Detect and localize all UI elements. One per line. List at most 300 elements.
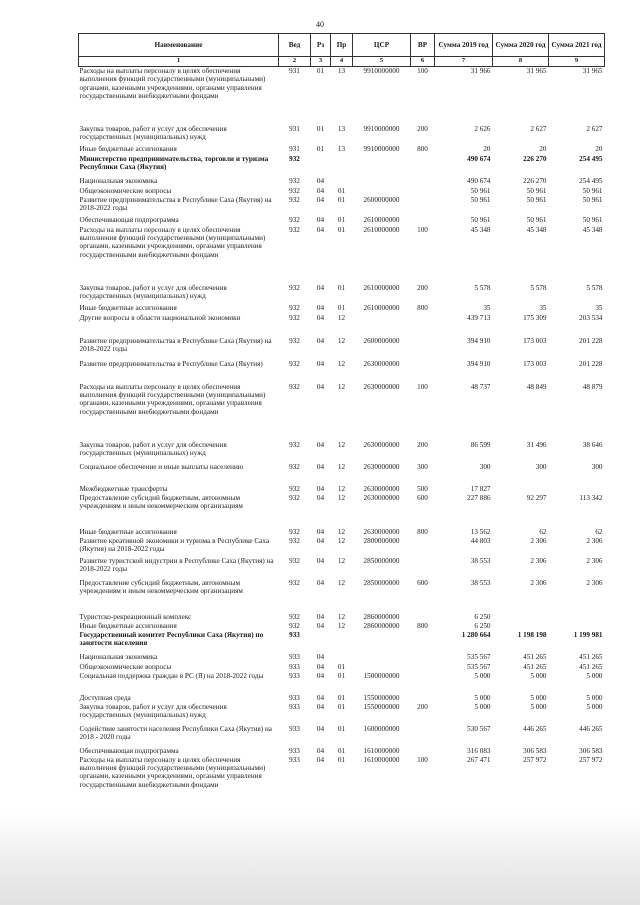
- row-vr-cell: [411, 653, 435, 663]
- row-ved-cell: 932: [289, 336, 300, 345]
- row-pr-cell: 01: [337, 225, 346, 234]
- row-sum-2019-cell: 5 000: [474, 671, 491, 680]
- header-name: Наименование: [79, 34, 279, 57]
- row-vr-cell: 100: [417, 382, 428, 391]
- column-number: 5: [353, 57, 411, 67]
- column-number: 6: [411, 57, 435, 67]
- row-name-cell: Предоставление субсидий бюджетным, автономным учреждениям и иным некоммерческим организациям: [79, 578, 243, 595]
- table-row: [79, 528, 605, 537]
- row-vr-cell: 500: [417, 484, 428, 493]
- row-csr-cell: 2860000000: [363, 612, 400, 621]
- table-column-numbers-row: [79, 57, 605, 67]
- row-ved-cell: 932: [289, 303, 300, 312]
- row-vr-cell: [411, 177, 435, 187]
- row-csr-cell: [353, 663, 411, 672]
- header-ved: Вед: [279, 34, 311, 57]
- row-name-cell: Министерство предпринимательства, торговли и туризма Республики Саха (Якутия): [79, 154, 269, 171]
- table-row: [79, 67, 605, 125]
- table-row: [79, 125, 605, 145]
- row-sum-2020-cell: [493, 485, 549, 494]
- row-vr-cell: [411, 747, 435, 756]
- row-sum-2019-cell: 490 674: [467, 154, 491, 163]
- row-pr-cell: 12: [337, 382, 346, 391]
- table-row: [79, 441, 605, 463]
- row-sum-2021-cell: 5 000: [586, 702, 603, 711]
- row-rz-cell: 04: [316, 693, 325, 702]
- row-csr-cell: 1600000000: [363, 724, 400, 733]
- row-vr-cell: 800: [417, 303, 428, 312]
- row-sum-2020-cell: 92 297: [526, 493, 547, 502]
- row-name-cell: Национальная экономика: [79, 176, 158, 185]
- column-number: 1: [79, 57, 279, 67]
- row-name-cell: Предоставление субсидий бюджетным, автономным учреждениям и иным некоммерческим организациям: [79, 493, 243, 510]
- row-sum-2021-cell: 62: [595, 527, 603, 536]
- row-pr-cell: 13: [337, 144, 346, 153]
- row-pr-cell: 01: [337, 671, 346, 680]
- row-ved-cell: 933: [289, 630, 300, 639]
- row-csr-cell: 2850000000: [363, 578, 400, 587]
- row-sum-2021-cell: 5 578: [586, 283, 603, 292]
- row-rz-cell: 04: [316, 176, 325, 185]
- table-row: [79, 145, 605, 155]
- row-sum-2020-cell: 31 965: [526, 67, 547, 75]
- header-rz: Рз: [311, 34, 331, 57]
- row-rz-cell: 04: [316, 225, 325, 234]
- table-row: [79, 383, 605, 441]
- table-row: [79, 284, 605, 304]
- row-sum-2021-cell: 35: [595, 303, 603, 312]
- row-ved-cell: 932: [289, 154, 300, 163]
- row-name-cell: Обеспечивающая подпрограмма: [79, 215, 179, 224]
- row-sum-2020-cell: 173 003: [523, 336, 547, 345]
- row-sum-2020-cell: 45 348: [526, 225, 547, 234]
- row-sum-2021-cell: 20: [595, 144, 603, 153]
- row-vr-cell: [411, 672, 435, 694]
- column-number: 7: [435, 57, 493, 67]
- row-sum-2019-cell: 535 567: [467, 652, 491, 661]
- row-vr-cell: [411, 631, 435, 653]
- column-number: 4: [331, 57, 353, 67]
- row-rz-cell: 01: [316, 124, 325, 133]
- row-csr-cell: 9910000000: [363, 124, 400, 133]
- row-sum-2020-cell: 2 306: [530, 578, 547, 587]
- row-rz-cell: 01: [316, 67, 325, 75]
- row-sum-2019-cell: 44 803: [470, 536, 491, 545]
- row-sum-2019-cell: 535 567: [467, 662, 491, 671]
- row-pr-cell: 12: [337, 612, 346, 621]
- row-sum-2021-cell: 201 228: [579, 336, 603, 345]
- row-sum-2019-cell: 530 567: [467, 724, 491, 733]
- row-sum-2020-cell: 451 265: [523, 652, 547, 661]
- row-sum-2021-cell: 300: [591, 462, 603, 471]
- row-rz-cell: [311, 631, 331, 653]
- table-row: [79, 314, 605, 337]
- row-csr-cell: 2610000000: [363, 283, 400, 292]
- row-sum-2020-cell: 50 961: [526, 195, 547, 204]
- row-ved-cell: 932: [289, 484, 300, 493]
- row-name-cell: Развитие туристской индустрии в Республике Саха (Якутия) на 2018-2022 годы: [79, 556, 274, 573]
- row-rz-cell: 04: [316, 536, 325, 545]
- row-rz-cell: 04: [316, 724, 325, 733]
- row-ved-cell: 932: [289, 612, 300, 621]
- row-name-cell: Социальное обеспечение и иные выплаты населению: [79, 462, 244, 471]
- row-rz-cell: 04: [316, 359, 325, 368]
- row-pr-cell: [331, 631, 353, 653]
- row-rz-cell: 04: [316, 484, 325, 493]
- row-rz-cell: 04: [316, 303, 325, 312]
- row-vr-cell: [411, 557, 435, 579]
- row-vr-cell: [411, 694, 435, 703]
- row-sum-2020-cell: 2 306: [530, 556, 547, 565]
- row-rz-cell: 04: [316, 746, 325, 755]
- row-rz-cell: 04: [316, 313, 325, 322]
- row-csr-cell: 1610000000: [363, 746, 400, 755]
- row-sum-2021-cell: 50 961: [582, 195, 603, 204]
- row-name-cell: Межбюджетные трансферты: [79, 484, 168, 493]
- row-sum-2020-cell: 35: [539, 303, 547, 312]
- row-sum-2020-cell: 446 265: [523, 724, 547, 733]
- row-sum-2019-cell: 50 961: [470, 186, 491, 195]
- table-row: [79, 304, 605, 314]
- row-csr-cell: 9910000000: [363, 67, 400, 75]
- row-rz-cell: 04: [316, 440, 325, 449]
- page-number: 40: [316, 20, 324, 29]
- row-sum-2020-cell: 173 003: [523, 359, 547, 368]
- budget-table: [78, 33, 605, 806]
- row-sum-2021-cell: 5 000: [586, 693, 603, 702]
- row-sum-2021-cell: 2 627: [586, 124, 603, 133]
- table-row: [79, 463, 605, 485]
- row-sum-2019-cell: 1 280 664: [461, 630, 491, 639]
- column-number: 2: [279, 57, 311, 67]
- row-vr-cell: 600: [417, 578, 428, 587]
- row-sum-2019-cell: 50 961: [470, 195, 491, 204]
- row-csr-cell: 2600000000: [363, 336, 400, 345]
- row-ved-cell: 933: [289, 724, 300, 733]
- row-sum-2019-cell: 6 250: [474, 621, 491, 630]
- row-name-cell: Развитие предпринимательства в Республике Саха (Якутия) на 2018-2022 годы: [79, 336, 272, 353]
- row-rz-cell: 04: [316, 702, 325, 711]
- row-sum-2019-cell: 5 000: [474, 693, 491, 702]
- row-sum-2019-cell: 13 562: [470, 527, 491, 536]
- row-csr-cell: 2610000000: [363, 215, 400, 224]
- row-sum-2020-cell: 50 961: [526, 215, 547, 224]
- row-name-cell: Общеэкономические вопросы: [79, 186, 172, 195]
- row-sum-2020-cell: 2 306: [530, 536, 547, 545]
- row-ved-cell: 932: [289, 195, 300, 204]
- row-pr-cell: 12: [337, 556, 346, 565]
- row-sum-2021-cell: 451 265: [579, 652, 603, 661]
- row-sum-2020-cell: 300: [535, 462, 547, 471]
- row-rz-cell: 04: [316, 612, 325, 621]
- row-sum-2019-cell: 38 553: [470, 578, 491, 587]
- row-sum-2021-cell: 446 265: [579, 724, 603, 733]
- row-ved-cell: 933: [289, 652, 300, 661]
- row-rz-cell: 04: [316, 578, 325, 587]
- row-ved-cell: 932: [289, 527, 300, 536]
- table-row: [79, 694, 605, 703]
- row-csr-cell: 2630000000: [363, 527, 400, 536]
- row-pr-cell: 01: [337, 186, 346, 195]
- row-pr-cell: 01: [337, 215, 346, 224]
- row-sum-2021-cell: [549, 613, 605, 622]
- row-pr-cell: 12: [337, 493, 346, 502]
- row-sum-2020-cell: 20: [539, 144, 547, 153]
- row-name-cell: Развитие предпринимательства в Республике Саха (Якутия) на 2018-2022 годы: [79, 195, 272, 212]
- header-sum-2021: Сумма 2021 год: [549, 34, 605, 57]
- row-pr-cell: 01: [337, 702, 346, 711]
- row-vr-cell: [411, 360, 435, 383]
- table-row: [79, 177, 605, 187]
- row-pr-cell: 01: [337, 755, 346, 764]
- row-rz-cell: 04: [316, 621, 325, 630]
- row-pr-cell: 01: [337, 693, 346, 702]
- row-rz-cell: 04: [316, 336, 325, 345]
- row-sum-2021-cell: 254 495: [579, 154, 603, 163]
- row-sum-2020-cell: 451 265: [523, 662, 547, 671]
- row-rz-cell: 04: [316, 755, 325, 764]
- row-sum-2021-cell: 203 534: [579, 313, 603, 322]
- row-name-cell: Расходы на выплаты персоналу в целях обеспечения выполнения функций государственными (муниципальными) органами, казенными учреждениями, органами управления государственными внебюджетными фондами: [79, 67, 266, 101]
- row-csr-cell: 1550000000: [363, 702, 400, 711]
- table-row: [79, 485, 605, 494]
- table-row: [79, 537, 605, 557]
- row-rz-cell: 04: [316, 671, 325, 680]
- row-sum-2021-cell: 1 199 981: [573, 630, 603, 639]
- table-row: [79, 337, 605, 360]
- table-row: [79, 557, 605, 579]
- row-sum-2019-cell: 267 471: [467, 755, 491, 764]
- row-pr-cell: [331, 177, 353, 187]
- table-row: [79, 653, 605, 663]
- row-rz-cell: 04: [316, 556, 325, 565]
- table-row: [79, 360, 605, 383]
- row-ved-cell: 932: [289, 556, 300, 565]
- row-sum-2019-cell: 394 910: [467, 359, 491, 368]
- row-name-cell: Национальная экономика: [79, 652, 158, 661]
- row-name-cell: Закупка товаров, работ и услуг для обеспечения государственных (муниципальных) нужд: [79, 124, 227, 141]
- row-pr-cell: 12: [337, 313, 346, 322]
- row-ved-cell: 933: [289, 702, 300, 711]
- table-row: [79, 613, 605, 622]
- row-sum-2021-cell: [549, 485, 605, 494]
- row-csr-cell: 1550000000: [363, 693, 400, 702]
- table-row: [79, 579, 605, 613]
- row-ved-cell: 932: [289, 493, 300, 502]
- row-sum-2019-cell: 17 827: [470, 484, 491, 493]
- row-sum-2019-cell: 38 553: [470, 556, 491, 565]
- row-vr-cell: 600: [417, 493, 428, 502]
- row-sum-2021-cell: [549, 622, 605, 631]
- row-ved-cell: 932: [289, 176, 300, 185]
- row-ved-cell: 932: [289, 359, 300, 368]
- row-csr-cell: 2630000000: [363, 440, 400, 449]
- row-pr-cell: 12: [337, 484, 346, 493]
- row-csr-cell: 2630000000: [363, 462, 400, 471]
- row-ved-cell: 932: [289, 313, 300, 322]
- row-csr-cell: 2630000000: [363, 484, 400, 493]
- table-row: [79, 756, 605, 806]
- row-ved-cell: 932: [289, 621, 300, 630]
- row-pr-cell: 01: [337, 283, 346, 292]
- row-sum-2019-cell: 86 599: [470, 440, 491, 449]
- row-vr-cell: 200: [417, 440, 428, 449]
- row-vr-cell: [411, 314, 435, 337]
- row-csr-cell: 2610000000: [363, 303, 400, 312]
- row-rz-cell: 04: [316, 283, 325, 292]
- row-sum-2021-cell: 31 965: [582, 67, 603, 75]
- row-sum-2021-cell: 113 342: [579, 493, 603, 502]
- row-sum-2021-cell: 2 306: [586, 556, 603, 565]
- row-name-cell: Обеспечивающая подпрограмма: [79, 746, 179, 755]
- row-ved-cell: 932: [289, 225, 300, 234]
- row-sum-2020-cell: 1 198 198: [517, 630, 547, 639]
- row-sum-2019-cell: 5 578: [474, 283, 491, 292]
- row-name-cell: Содействие занятости населения Республики Саха (Якутия) на 2018 - 2020 годы: [79, 724, 272, 741]
- row-name-cell: Расходы на выплаты персоналу в целях обеспечения выполнения функций государственными (муниципальными) органами, казенными учреждениями, органами управления государственными внебюджетными фондами: [79, 225, 266, 259]
- column-number: 3: [311, 57, 331, 67]
- row-sum-2021-cell: 38 646: [582, 440, 603, 449]
- row-pr-cell: 13: [337, 67, 346, 75]
- row-sum-2019-cell: 316 083: [467, 746, 491, 755]
- row-vr-cell: [411, 196, 435, 216]
- row-sum-2021-cell: 306 583: [579, 746, 603, 755]
- row-pr-cell: 01: [337, 303, 346, 312]
- row-csr-cell: 2850000000: [363, 556, 400, 565]
- row-vr-cell: 100: [417, 225, 428, 234]
- row-rz-cell: 01: [316, 144, 325, 153]
- row-name-cell: Иные бюджетные ассигнования: [79, 303, 177, 312]
- row-vr-cell: [411, 155, 435, 177]
- row-ved-cell: 933: [289, 746, 300, 755]
- row-csr-cell: 1610000000: [363, 755, 400, 764]
- row-vr-cell: [411, 216, 435, 226]
- row-csr-cell: 2860000000: [363, 621, 400, 630]
- row-pr-cell: 01: [337, 195, 346, 204]
- row-rz-cell: 04: [316, 527, 325, 536]
- row-sum-2020-cell: 62: [539, 527, 547, 536]
- row-ved-cell: 931: [289, 124, 300, 133]
- row-sum-2019-cell: 6 250: [474, 612, 491, 621]
- row-pr-cell: [331, 653, 353, 663]
- row-sum-2020-cell: 5 000: [530, 702, 547, 711]
- row-csr-cell: [353, 653, 411, 663]
- row-vr-cell: 200: [417, 124, 428, 133]
- header-vr: ВР: [411, 34, 435, 57]
- row-sum-2021-cell: 48 879: [582, 382, 603, 391]
- row-sum-2020-cell: [493, 622, 549, 631]
- row-pr-cell: 12: [337, 336, 346, 345]
- row-pr-cell: 01: [337, 662, 346, 671]
- row-name-cell: Туристско-рекреационный комплекс: [79, 612, 192, 621]
- row-pr-cell: 12: [337, 462, 346, 471]
- row-pr-cell: 12: [337, 621, 346, 630]
- row-sum-2019-cell: 439 713: [467, 313, 491, 322]
- row-ved-cell: 932: [289, 215, 300, 224]
- row-vr-cell: [411, 725, 435, 747]
- row-rz-cell: 04: [316, 382, 325, 391]
- row-rz-cell: 04: [316, 662, 325, 671]
- row-ved-cell: 932: [289, 186, 300, 195]
- row-rz-cell: [311, 155, 331, 177]
- scan-noise-band: [0, 812, 640, 905]
- header-sum-2020: Сумма 2020 год: [493, 34, 549, 57]
- row-vr-cell: 200: [417, 702, 428, 711]
- row-csr-cell: [353, 187, 411, 196]
- row-sum-2019-cell: 48 737: [470, 382, 491, 391]
- row-sum-2020-cell: 175 309: [523, 313, 547, 322]
- row-name-cell: Иные бюджетные ассигнования: [79, 621, 177, 630]
- row-name-cell: Социальная поддержка граждан в РС (Я) на 2018-2022 годы: [79, 671, 264, 680]
- row-name-cell: Расходы на выплаты персоналу в целях обеспечения выполнения функций государственными (муниципальными) органами, казенными учреждениями, органами управления государственными внебюджетными фондами: [79, 755, 266, 789]
- row-name-cell: Доступная среда: [79, 693, 131, 702]
- table-row: [79, 672, 605, 694]
- row-pr-cell: 01: [337, 746, 346, 755]
- table-row: [79, 631, 605, 653]
- row-ved-cell: 933: [289, 662, 300, 671]
- row-rz-cell: 04: [316, 186, 325, 195]
- row-name-cell: Развитие предпринимательства в Республике Саха (Якутия): [79, 359, 263, 368]
- row-vr-cell: 300: [417, 462, 428, 471]
- row-sum-2019-cell: 227 886: [467, 493, 491, 502]
- row-ved-cell: 932: [289, 536, 300, 545]
- row-rz-cell: 04: [316, 462, 325, 471]
- row-sum-2019-cell: 50 961: [470, 215, 491, 224]
- row-vr-cell: [411, 613, 435, 622]
- row-name-cell: Развитие креативной экономики и туризма в Республике Саха (Якутия) на 2018-2022 годы: [79, 536, 270, 553]
- row-vr-cell: [411, 537, 435, 557]
- row-ved-cell: 932: [289, 578, 300, 587]
- row-name-cell: Государственный комитет Республики Саха (Якутия) по занятости населения: [79, 630, 264, 647]
- table-header-row: [79, 34, 605, 57]
- row-name-cell: Расходы на выплаты персоналу в целях обеспечения выполнения функций государственными (муниципальными) органами, казенными учреждениями, органами управления государственными внебюджетными фондами: [79, 382, 266, 416]
- row-vr-cell: [411, 663, 435, 672]
- row-csr-cell: [353, 177, 411, 187]
- row-name-cell: Закупка товаров, работ и услуг для обеспечения государственных (муниципальных) нужд: [79, 702, 227, 719]
- table-row: [79, 226, 605, 284]
- row-name-cell: Общеэкономические вопросы: [79, 662, 172, 671]
- row-csr-cell: 2630000000: [363, 359, 400, 368]
- header-csr: ЦСР: [353, 34, 411, 57]
- row-sum-2021-cell: 201 228: [579, 359, 603, 368]
- row-sum-2021-cell: 2 306: [586, 536, 603, 545]
- row-pr-cell: 01: [337, 724, 346, 733]
- row-sum-2021-cell: 50 961: [582, 215, 603, 224]
- row-sum-2020-cell: 5 000: [530, 671, 547, 680]
- row-csr-cell: 2630000000: [363, 493, 400, 502]
- row-sum-2020-cell: [493, 613, 549, 622]
- row-rz-cell: 04: [316, 652, 325, 661]
- column-number: 9: [549, 57, 605, 67]
- row-csr-cell: 2630000000: [363, 382, 400, 391]
- row-sum-2019-cell: 31 966: [470, 67, 491, 75]
- table-row: [79, 663, 605, 672]
- row-vr-cell: 800: [417, 144, 428, 153]
- row-csr-cell: [353, 155, 411, 177]
- row-sum-2019-cell: 35: [483, 303, 491, 312]
- row-sum-2019-cell: 20: [483, 144, 491, 153]
- row-rz-cell: 04: [316, 215, 325, 224]
- row-ved-cell: 931: [289, 144, 300, 153]
- row-sum-2020-cell: 50 961: [526, 186, 547, 195]
- row-csr-cell: 2800000000: [363, 536, 400, 545]
- row-ved-cell: 932: [289, 462, 300, 471]
- row-sum-2019-cell: 2 626: [474, 124, 491, 133]
- row-pr-cell: 12: [337, 440, 346, 449]
- row-sum-2021-cell: 451 265: [579, 662, 603, 671]
- row-pr-cell: 12: [337, 536, 346, 545]
- row-sum-2021-cell: 5 000: [586, 671, 603, 680]
